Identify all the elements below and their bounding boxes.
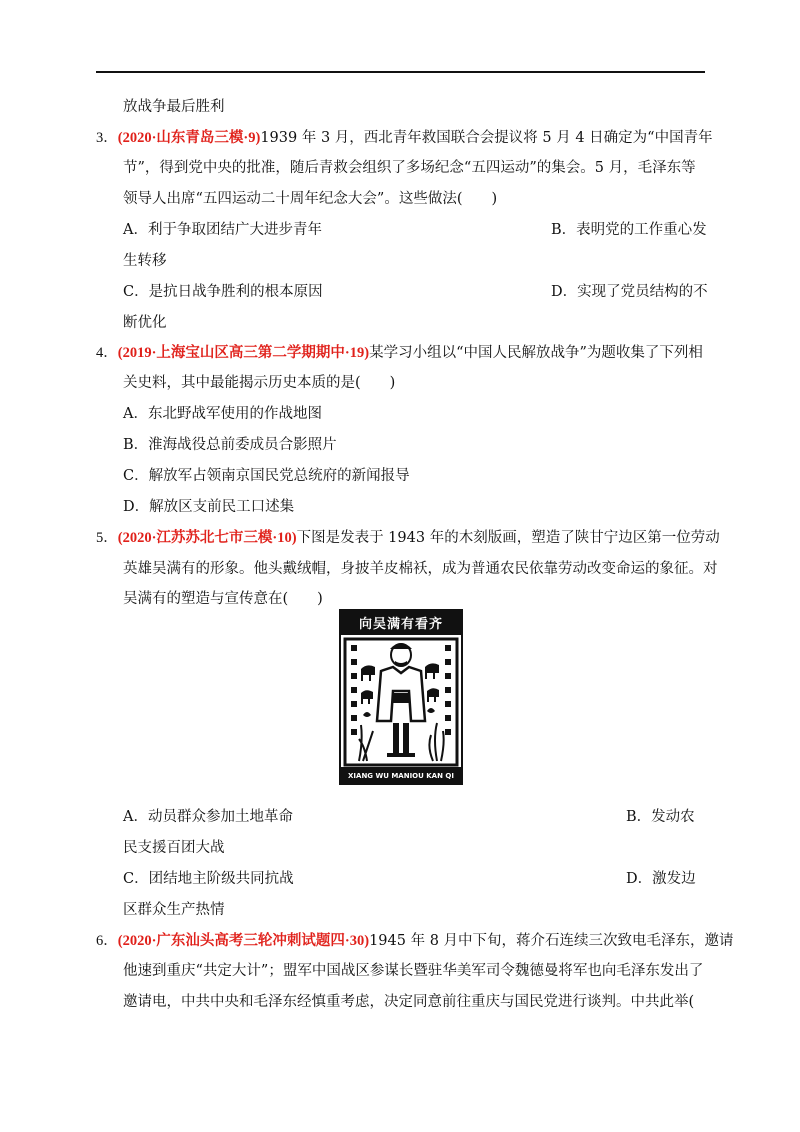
sheep-figure-left	[361, 690, 373, 704]
header-rule	[96, 71, 705, 73]
question-3-option-a[interactable]: A．利于争取团结广大进步青年	[123, 222, 322, 238]
question-3-option-b-cont: 生转移	[123, 253, 167, 269]
question-3-option-b[interactable]: B．表明党的工作重心发	[551, 222, 707, 238]
question-5-stem-2: 英雄吴满有的形象。他头戴绒帽，身披羊皮棉袄，成为普通农民依靠劳动改变命运的象征。对	[123, 561, 718, 577]
question-5-option-b-cont: 民支援百团大战	[123, 840, 225, 856]
question-4-number: 4．	[96, 345, 118, 361]
question-3-number: 3．	[96, 130, 118, 146]
question-5-option-b[interactable]: B．发动农	[626, 809, 695, 825]
question-6-stem-3: 邀请电，中共中央和毛泽东经慎重考虑，决定同意前往重庆与国民党进行谈判。中共此举(	[123, 994, 695, 1010]
question-6-number: 6．	[96, 933, 118, 949]
farmer-legs	[393, 723, 409, 753]
question-3-option-d[interactable]: D．实现了党员结构的不	[551, 284, 708, 300]
question-5-source: (2020·江苏苏北七市三模·10)	[117, 530, 297, 546]
farmer-belt	[393, 693, 409, 703]
question-5-option-d[interactable]: D．激发边	[626, 871, 696, 887]
farmer-feet	[387, 753, 415, 757]
continuation-text: 放战争最后胜利	[123, 99, 225, 115]
question-4-option-d[interactable]: D．解放区支前民工口述集	[123, 499, 295, 515]
question-4-option-c[interactable]: C．解放军占领南京国民党总统府的新闻报导	[123, 468, 410, 484]
woodcut-print-image	[339, 609, 463, 785]
question-4-source: (2019·上海宝山区高三第二学期期中·19)	[117, 345, 370, 361]
question-5-line-1	[96, 528, 720, 548]
question-3-option-d-cont: 断优化	[123, 315, 167, 331]
question-6-line-1	[96, 931, 734, 951]
question-3-stem-1: 1939 年 3 月，西北青年救国联合会提议将 5 月 4 日确定为“中国青年	[260, 130, 713, 146]
question-5-option-a[interactable]: A．动员群众参加土地革命	[123, 809, 293, 825]
horse-figure-right	[425, 663, 439, 679]
question-5-option-c[interactable]: C．团结地主阶级共同抗战	[123, 871, 294, 887]
question-4-line-1	[96, 343, 703, 363]
question-3-line-1	[96, 128, 713, 148]
question-5-option-d-cont: 区群众生产热情	[123, 902, 225, 918]
question-4-stem-2: 关史料，其中最能揭示历史本质的是( )	[123, 375, 396, 391]
farmer-hat	[390, 643, 412, 649]
question-4-option-b[interactable]: B．淮海战役总前委成员合影照片	[123, 437, 337, 453]
question-6-stem-1: 1945 年 8 月中下旬，蒋介石连续三次致电毛泽东，邀请	[369, 933, 734, 949]
question-5-number: 5．	[96, 530, 118, 546]
question-3-stem-3: 领导人出席“五四运动二十周年纪念大会”。这些做法( )	[123, 191, 498, 207]
question-3-stem-2: 节”，得到党中央的批准，随后青救会组织了多场纪念“五四运动”的集会。5 月，毛泽东等	[123, 160, 696, 176]
question-5-stem-1: 下图是发表于 1943 年的木刻版画，塑造了陕甘宁边区第一位劳动	[296, 530, 720, 546]
question-3-option-c[interactable]: C．是抗日战争胜利的根本原因	[123, 284, 323, 300]
question-4-stem-1: 某学习小组以“中国人民解放战争”为题收集了下列相	[369, 345, 703, 361]
question-5-stem-3: 吴满有的塑造与宣传意在( )	[123, 591, 323, 607]
woodcut-title: 向吴满有看齐	[358, 617, 444, 632]
woodcut-caption: XIANG WU MANIOU KAN QI	[348, 772, 454, 780]
question-6-stem-2: 他速到重庆“共定大计”；盟军中国战区参谋长暨驻华美军司令魏德曼将军也向毛泽东发出了	[123, 963, 704, 979]
woodcut-illustration	[341, 611, 461, 783]
pig-figure-right	[427, 688, 439, 702]
cow-figure-left	[361, 665, 375, 681]
question-3-source: (2020·山东青岛三模·9)	[117, 130, 261, 146]
question-6-source: (2020·广东汕头高考三轮冲刺试题四·30)	[117, 933, 370, 949]
question-4-option-a[interactable]: A．东北野战军使用的作战地图	[123, 406, 322, 422]
